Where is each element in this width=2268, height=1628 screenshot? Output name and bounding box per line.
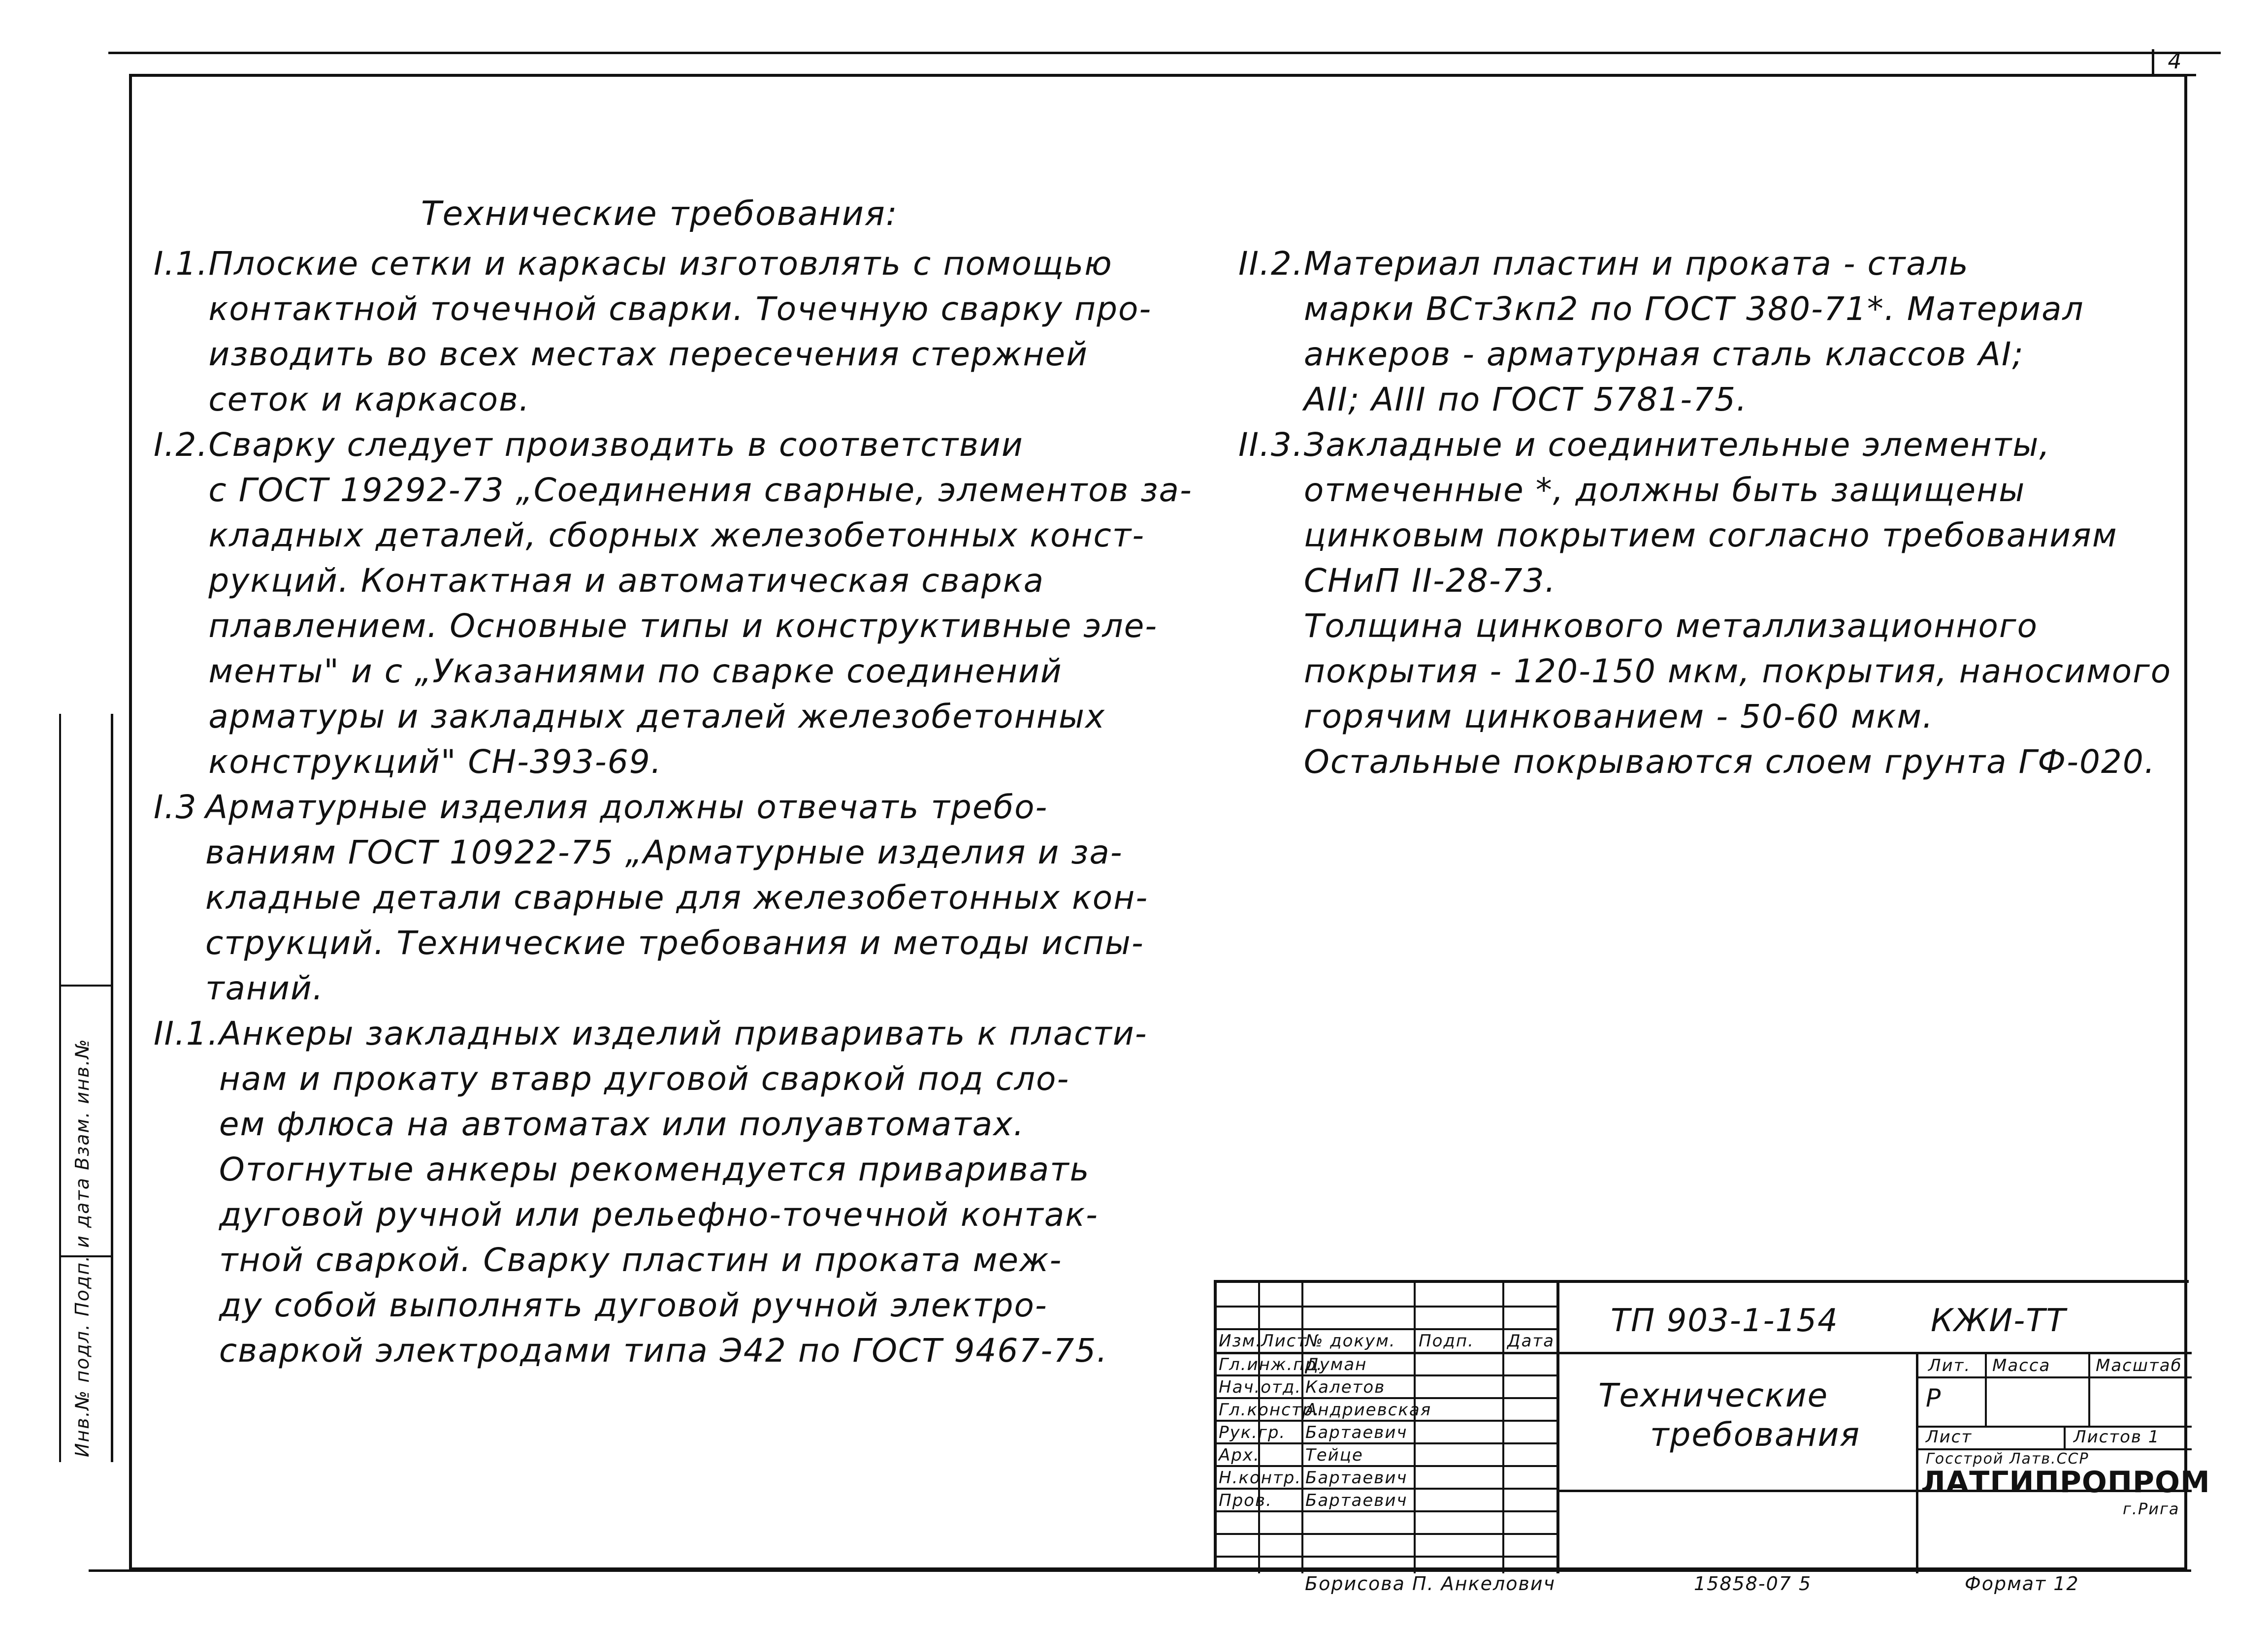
signer-name: Бартаевич	[1305, 1423, 1408, 1442]
signer-role: Арх.	[1219, 1445, 1260, 1465]
requirement-line: нам и прокату втавр дуговой сваркой под сло-	[219, 1060, 1070, 1098]
signer-role: Гл.констр.	[1219, 1400, 1320, 1420]
sheet-label: Лист	[1926, 1427, 1973, 1447]
requirements-left-column	[154, 241, 1207, 1373]
header-change: Изм.	[1219, 1331, 1262, 1351]
requirement-number: I.1.	[154, 245, 209, 283]
signer-row	[1217, 1354, 1556, 1376]
signer-row	[1217, 1444, 1556, 1467]
requirement-line: кладных деталей, сборных железобетонных конст-	[208, 516, 1145, 554]
requirement-text	[219, 1011, 1207, 1373]
requirement-line: конструкций" СН-393-69.	[208, 743, 662, 781]
signer-name: Тейце	[1305, 1445, 1363, 1465]
organization-name: ЛАТГИПРОПРОМ	[1921, 1465, 2210, 1500]
signer-row	[1217, 1399, 1556, 1422]
requirement-text	[1304, 422, 2174, 785]
requirement-line: Остальные покрываются слоем грунта ГФ-020.	[1303, 743, 2156, 781]
header-date: Дата	[1507, 1331, 1555, 1351]
signer-name: Бартаевич	[1305, 1491, 1408, 1510]
requirement-text	[208, 241, 1207, 422]
requirement-line: Сварку следует производить в соответствии	[208, 426, 1024, 464]
requirement-line: Отогнутые анкеры рекомендуется приваривать	[219, 1150, 1090, 1188]
requirement-line: сваркой электродами типа Э42 по ГОСТ 9467-75.	[219, 1332, 1108, 1370]
document-title-line2: требования	[1650, 1416, 1861, 1454]
project-code: ТП 903-1-154	[1611, 1303, 1839, 1339]
stamp-divider	[61, 985, 111, 987]
signer-row	[1217, 1376, 1556, 1399]
footer-copied-by: Борисова П. Анкелович	[1305, 1573, 1556, 1595]
requirement-text	[205, 785, 1207, 1011]
signer-row	[1217, 1490, 1556, 1512]
requirement-line: Арматурные изделия должны отвечать требо-	[205, 788, 1048, 826]
requirement-line: покрытия - 120-150 мкм, покрытия, наносимого	[1303, 652, 2172, 690]
requirement-line: Материал пластин и проката - сталь	[1303, 245, 1969, 283]
requirement-line: с ГОСТ 19292-73 „Соединения сварные, элементов за-	[208, 471, 1193, 509]
organization-top: Госстрой Латв.ССР	[1926, 1450, 2089, 1468]
requirement-line: марки ВСт3кп2 по ГОСТ 380-71*. Материал	[1303, 290, 2084, 328]
footer-order-number: 15858-07 5	[1694, 1573, 1812, 1595]
requirement-line: контактной точечной сварки. Точечную сварку про-	[208, 290, 1152, 328]
signer-role: Н.контр.	[1219, 1468, 1302, 1488]
requirement-number: II.3.	[1238, 426, 1304, 464]
requirement-item	[154, 422, 1207, 785]
signer-row	[1217, 1467, 1556, 1490]
requirement-line: Толщина цинкового металлизационного	[1303, 607, 2038, 645]
requirement-line: рукций. Контактная и автоматическая сварка	[208, 562, 1045, 600]
requirement-line: струкций. Технические требования и методы испы-	[205, 924, 1144, 962]
requirement-number: II.1.	[154, 1015, 219, 1053]
requirements-right-column	[1238, 241, 2174, 785]
tb-line	[1217, 1306, 1556, 1308]
sheet-number: 4	[2152, 49, 2196, 76]
signer-role: Гл.инж.пр.	[1219, 1355, 1323, 1374]
requirement-line: арматуры и закладных деталей железобетонных	[208, 698, 1106, 735]
page-title: Технические требования:	[421, 194, 898, 233]
requirement-item	[1238, 241, 2174, 422]
requirement-line: тной сваркой. Сварку пластин и проката меж-	[219, 1241, 1063, 1279]
title-block	[1214, 1280, 2210, 1570]
tb-line	[1985, 1352, 1987, 1426]
requirement-text	[208, 422, 1207, 785]
tb-line	[1217, 1533, 1556, 1535]
signer-name: Бартаевич	[1305, 1468, 1408, 1488]
requirement-line: изводить во всех местах пересечения стержней	[208, 335, 1089, 373]
requirement-line: Плоские сетки и каркасы изготовлять с помощью	[208, 245, 1113, 283]
tb-line	[1916, 1376, 2192, 1378]
requirement-line: анкеров - арматурная сталь классов АI;	[1303, 335, 2024, 373]
requirement-line: цинковым покрытием согласно требованиям	[1303, 516, 2118, 554]
footer-format: Формат 12	[1965, 1573, 2079, 1595]
requirement-line: дуговой ручной или рельефно-точечной контак-	[219, 1196, 1099, 1234]
signer-role: Пров.	[1219, 1491, 1272, 1510]
document-code: КЖИ-ТТ	[1931, 1303, 2067, 1339]
requirement-line: СНиП II-28-73.	[1303, 562, 1556, 600]
requirement-item	[154, 785, 1207, 1011]
requirement-line: таний.	[205, 969, 324, 1007]
header-signature: Подп.	[1419, 1331, 1474, 1351]
requirement-line: сеток и каркасов.	[208, 381, 530, 418]
tb-line	[2064, 1426, 2066, 1448]
header-doc-no: № докум.	[1305, 1331, 1396, 1351]
requirement-item	[154, 1011, 1207, 1373]
requirement-item	[154, 241, 1207, 422]
scale-label: Масштаб	[2096, 1356, 2182, 1375]
signer-role: Рук.гр.	[1219, 1423, 1286, 1442]
requirement-line: горячим цинкованием - 50-60 мкм.	[1303, 698, 1934, 735]
header-sheet: Лист	[1261, 1331, 1308, 1351]
signer-name: Калетов	[1305, 1377, 1386, 1397]
requirement-number: II.2.	[1238, 245, 1304, 283]
stage-label: Лит.	[1928, 1356, 1971, 1375]
requirement-line: плавлением. Основные типы и конструктивные эле-	[208, 607, 1158, 645]
organization-city: г.Рига	[2123, 1500, 2180, 1518]
tb-line	[1556, 1283, 1559, 1573]
signer-row	[1217, 1422, 1556, 1444]
requirement-line: ду собой выполнять дуговой ручной электро-	[219, 1286, 1048, 1324]
requirement-line: отмеченные *, должны быть защищены	[1303, 471, 2026, 509]
signer-name: Думан	[1305, 1355, 1367, 1374]
requirement-line: Анкеры закладных изделий приваривать к пласти-	[219, 1015, 1148, 1053]
signer-name: Андриевская	[1305, 1400, 1432, 1420]
requirement-line: кладные детали сварные для железобетонных кон-	[205, 879, 1149, 917]
tb-line	[2088, 1352, 2090, 1426]
requirement-number: I.2.	[154, 426, 209, 464]
requirement-text	[1304, 241, 2174, 422]
requirement-line: менты" и с „Указаниями по сварке соединений	[208, 652, 1063, 690]
top-border-line	[108, 52, 2221, 54]
requirement-line: Закладные и соединительные элементы,	[1303, 426, 2051, 464]
stage-value: Р	[1926, 1384, 1942, 1412]
mass-label: Масса	[1992, 1356, 2051, 1375]
requirement-line: ваниям ГОСТ 10922-75 „Арматурные изделия и за-	[205, 833, 1123, 871]
requirement-item	[1238, 422, 2174, 785]
requirement-line: ем флюса на автоматах или полуавтоматах.	[219, 1105, 1025, 1143]
signer-role: Нач.отд.	[1219, 1377, 1302, 1397]
binding-stamp-text: Инв.№ подл. Подп. и дата Взам. инв.№	[71, 1038, 93, 1457]
document-title-line1: Технические	[1598, 1376, 1829, 1414]
signature-header-row	[1217, 1330, 1556, 1353]
sheets-label: Листов 1	[2074, 1427, 2160, 1447]
tb-line	[1916, 1352, 1918, 1573]
requirement-number: I.3	[154, 788, 197, 826]
tb-line	[1217, 1556, 1556, 1558]
requirement-line: АII; АIII по ГОСТ 5781-75.	[1303, 381, 1748, 418]
